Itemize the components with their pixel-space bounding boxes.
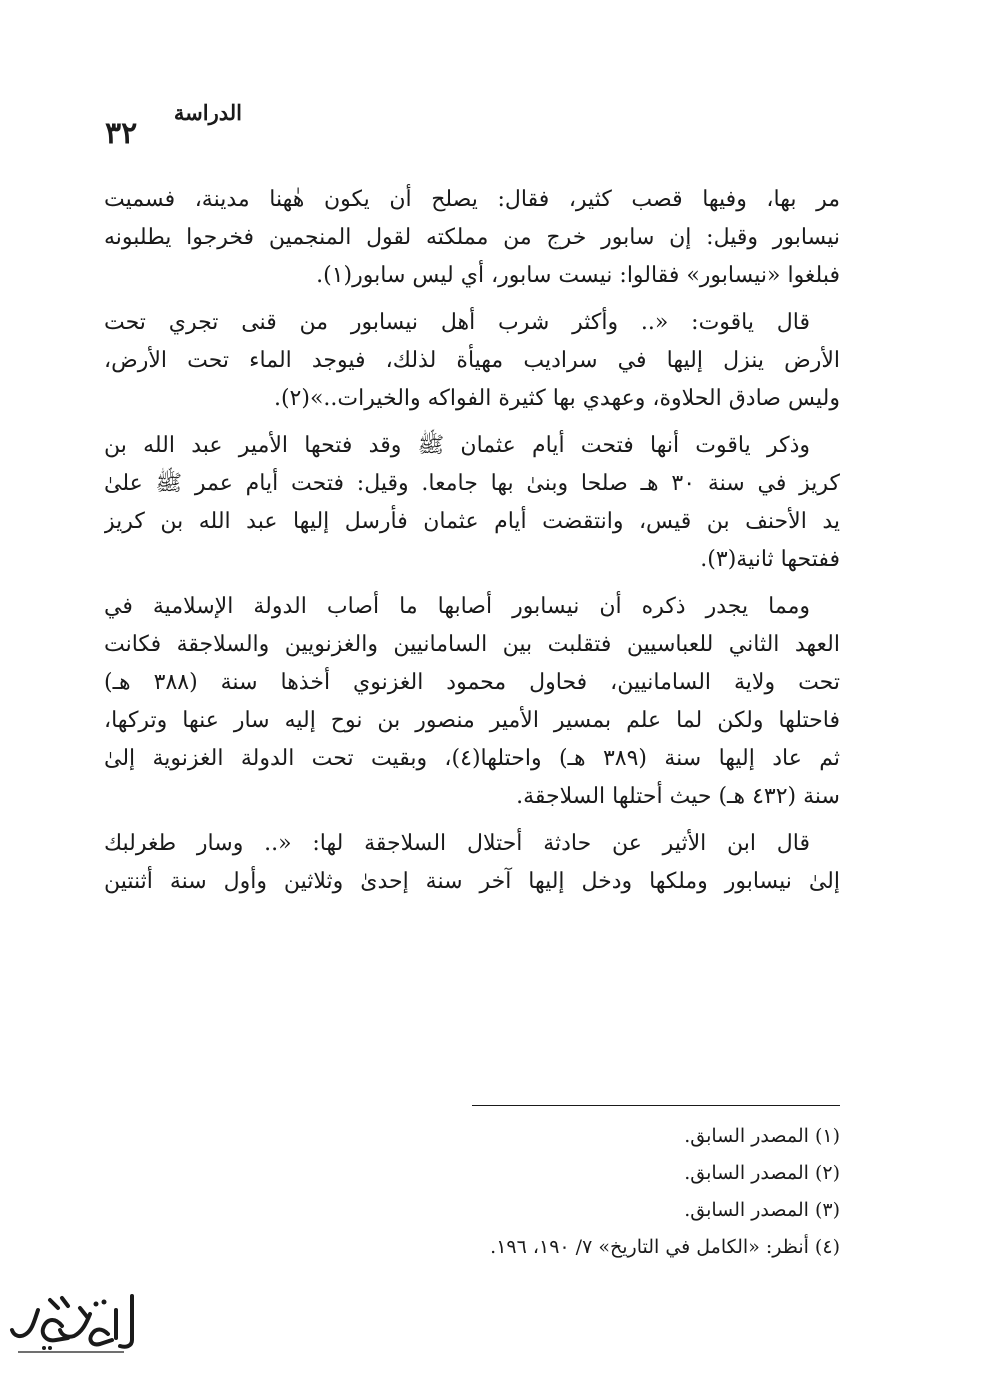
text-line: مر بها، وفيها قصب كثير، فقال: يصلح أن يكون هٰهنا مدينة، فسميت bbox=[104, 187, 840, 212]
text-line: إلىٰ نيسابور وملكها ودخل إليها آخر سنة إحدىٰ وثلاثين وأول سنة أثنتين bbox=[104, 869, 840, 894]
text-line: تحت ولاية السامانيين، فحاول محمود الغزنوي أخذها سنة (٣٨٨ هـ) bbox=[104, 670, 840, 695]
paragraph bbox=[104, 588, 840, 816]
text-line: سنة (٤٣٢ هـ) حيث أحتلها السلاجقة. bbox=[516, 784, 840, 809]
text-line: يد الأحنف بن قيس، وانتقضت أيام عثمان فأرسل إليها عبد الله بن كريز bbox=[104, 509, 840, 534]
text-line: نيسابور وقيل: إن سابور خرج من مملكته لقول المنجمين فخرجوا يطلبونه bbox=[104, 225, 840, 250]
paragraph bbox=[104, 304, 840, 418]
text-line: وذكر ياقوت أنها فتحت أيام عثمان ﷺ وقد فتحها الأمير عبد الله بن bbox=[104, 433, 810, 458]
text-line: وليس صادق الحلاوة، وعهدي بها كثيرة الفواكه والخيرات..»(٢). bbox=[273, 386, 840, 411]
text-line: الأرض ينزل إليها في سراديب مهيأة لذلك، فيوجد الماء تحت الأرض، bbox=[104, 348, 840, 373]
text-line: العهد الثاني للعباسيين فتقلبت بين السامانيين والغزنويين والسلاجقة فكانت bbox=[104, 632, 840, 657]
footnote-separator bbox=[472, 1105, 840, 1106]
text-line: ثم عاد إليها سنة (٣٨٩ هـ) واحتلها(٤)، وبقيت تحت الدولة الغزنوية إلىٰ bbox=[104, 746, 840, 771]
text-line: ففتحها ثانية(٣). bbox=[700, 547, 840, 572]
text-line: فبلغوا «نيسابور» فقالوا: نيست سابور، أي ليس سابور(١). bbox=[316, 263, 840, 288]
footnotes bbox=[280, 1118, 840, 1266]
calligraphy-logo bbox=[4, 1288, 144, 1358]
body-text bbox=[104, 181, 840, 910]
footnote: (٤) أنظر: «الكامل في التاريخ» ٧/ ١٩٠، ١٩٦. bbox=[490, 1236, 840, 1258]
paragraph bbox=[104, 181, 840, 295]
text-line: فاحتلها ولكن لما علم بمسير الأمير منصور بن نوح إليه سار عنها وتركها، bbox=[104, 708, 840, 733]
page-number: ٣٢ bbox=[105, 116, 138, 151]
paragraph bbox=[104, 825, 840, 901]
running-title: الدراسة bbox=[173, 100, 242, 125]
footnote: (٣) المصدر السابق. bbox=[684, 1199, 840, 1221]
text-line: كريز في سنة ٣٠ هـ صلحا وبنىٰ بها جامعا. وقيل: فتحت أيام عمر ﷺ علىٰ bbox=[104, 471, 840, 496]
paragraph bbox=[104, 427, 840, 579]
footnote: (١) المصدر السابق. bbox=[684, 1125, 840, 1147]
text-line: قال ابن الأثير عن حادثة أحتلال السلاجقة لها: «.. وسار طغرلبك bbox=[104, 831, 810, 856]
text-line: قال ياقوت: «.. وأكثر شرب أهل نيسابور من قنى تجري تحت bbox=[104, 310, 810, 335]
footnote: (٢) المصدر السابق. bbox=[684, 1162, 840, 1184]
text-line: ومما يجدر ذكره أن نيسابور أصابها ما أصاب الدولة الإسلامية في bbox=[104, 594, 810, 619]
